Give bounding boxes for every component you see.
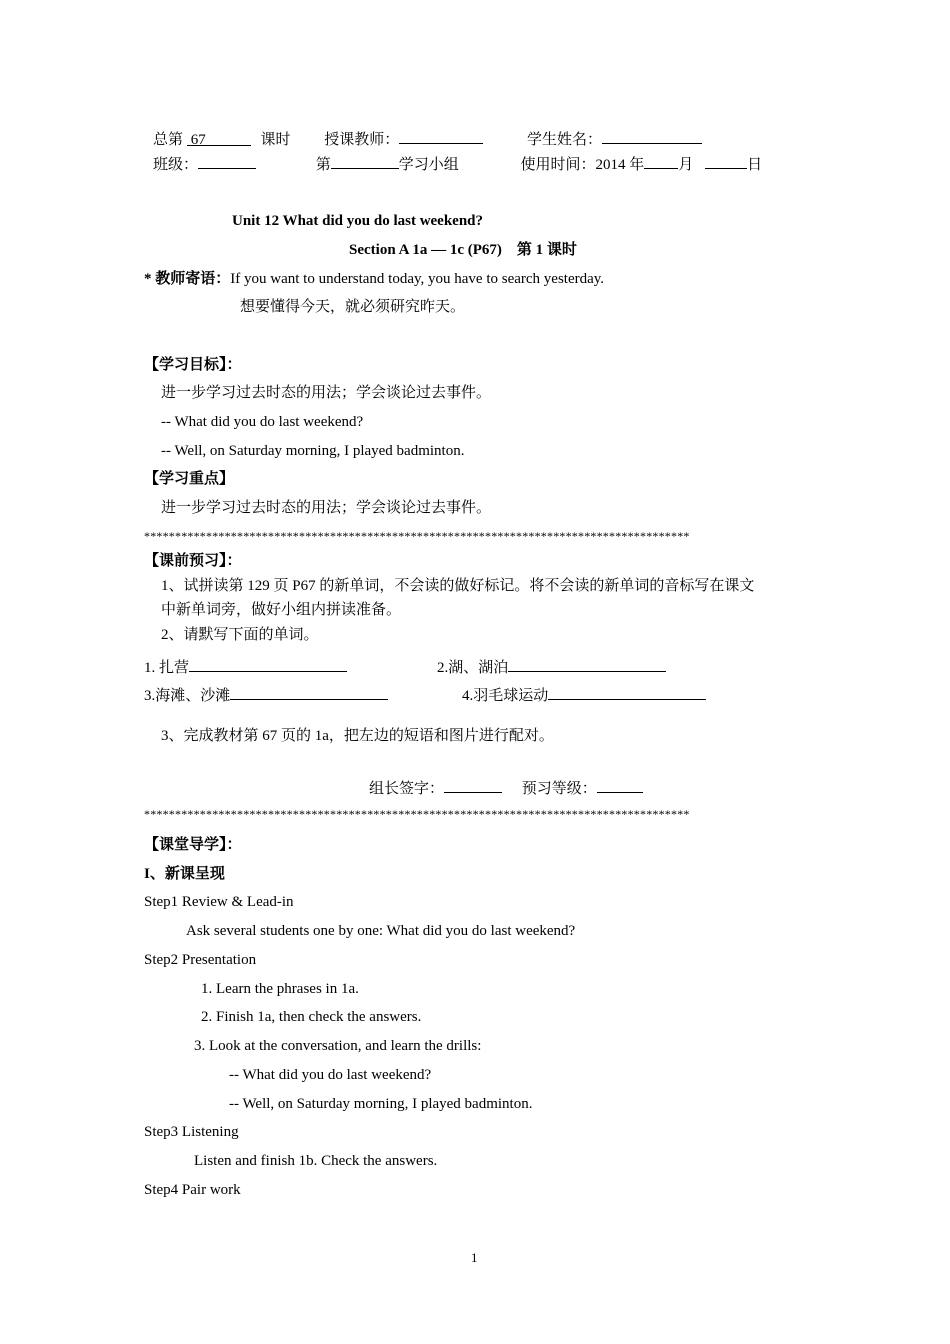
goal-line: 进一步学习过去时态的用法；学会谈论过去事件。 xyxy=(161,385,492,401)
page-number: 1 xyxy=(471,1250,478,1265)
step-4: Step4 Pair work xyxy=(144,1182,241,1198)
leader-sign-blank[interactable] xyxy=(444,776,502,793)
preview-item-2: 2、请默写下面的单词。 xyxy=(161,627,319,643)
month-label: 月 xyxy=(678,157,694,173)
sign-row xyxy=(369,776,643,799)
student-label: 学生姓名： xyxy=(527,132,603,148)
goal-line: -- Well, on Saturday morning, I played badminton. xyxy=(161,443,465,459)
part-1-heading: I、新课呈现 xyxy=(144,866,225,882)
step-2-item: 1. Learn the phrases in 1a. xyxy=(201,981,359,997)
word-blank[interactable] xyxy=(548,683,706,700)
classroom-heading: 【课堂导学】： xyxy=(144,837,242,853)
focus-line: 进一步学习过去时态的用法；学会谈论过去事件。 xyxy=(161,500,492,516)
word-camp xyxy=(144,655,347,678)
step-1-detail: Ask several students one by one: What did you do last weekend? xyxy=(186,923,576,939)
section-title: Section A 1a — 1c (P67) 第 1 课时 xyxy=(349,242,577,258)
step-3: Step3 Listening xyxy=(144,1124,239,1140)
drill-line: -- What did you do last weekend? xyxy=(229,1067,432,1083)
step-1: Step1 Review & Lead-in xyxy=(144,894,294,910)
word-lake xyxy=(437,655,666,678)
grade-blank[interactable] xyxy=(597,776,643,793)
header-row-2 xyxy=(153,152,762,175)
header-row-1 xyxy=(153,127,702,150)
preview-item-1-cont: 中新单词旁，做好小组内拼读准备。 xyxy=(161,602,402,618)
step-2-item: 2. Finish 1a, then check the answers. xyxy=(201,1009,422,1025)
star-divider: **************************************************************************************** xyxy=(144,529,690,543)
preview-heading: 【课前预习】： xyxy=(144,553,242,569)
teacher-label: 授课教师： xyxy=(324,132,400,148)
day-label: 日 xyxy=(747,157,763,173)
focus-heading: 【学习重点】 xyxy=(144,471,235,487)
month-blank[interactable] xyxy=(644,152,678,169)
drill-line: -- Well, on Saturday morning, I played badminton. xyxy=(229,1096,533,1112)
motto-chinese: 想要懂得今天，就必须研究昨天。 xyxy=(240,299,466,315)
class-label: 班级： xyxy=(153,157,199,173)
total-prefix: 总第 xyxy=(153,132,184,148)
preview-item-3: 3、完成教材第 67 页的 1a，把左边的短语和图片进行配对。 xyxy=(161,728,554,744)
group-prefix: 第 xyxy=(315,157,331,173)
step-3-detail: Listen and finish 1b. Check the answers. xyxy=(194,1153,438,1169)
day-blank[interactable] xyxy=(705,152,747,169)
word-badminton xyxy=(462,683,706,706)
word-label: 1. 扎营 xyxy=(144,660,190,676)
word-blank[interactable] xyxy=(508,655,666,672)
teacher-blank[interactable] xyxy=(399,127,483,144)
use-time-label: 使用时间：2014 年 xyxy=(520,157,645,173)
leader-sign-label: 组长签字： xyxy=(369,781,445,797)
class-blank[interactable] xyxy=(198,152,256,169)
motto xyxy=(144,269,604,289)
word-label: 3.海滩、沙滩 xyxy=(144,688,231,704)
word-beach xyxy=(144,683,388,706)
goal-line: -- What did you do last weekend? xyxy=(161,414,364,430)
word-blank[interactable] xyxy=(189,655,347,672)
step-2: Step2 Presentation xyxy=(144,952,257,968)
word-label: 2.湖、湖泊 xyxy=(437,660,509,676)
motto-english: If you want to understand today, you have to search yesterday. xyxy=(230,271,605,287)
star-divider: **************************************************************************************** xyxy=(144,807,690,821)
step-2-item: 3. Look at the conversation, and learn the drills: xyxy=(194,1038,482,1054)
grade-label: 预习等级： xyxy=(521,781,597,797)
word-label: 4.羽毛球运动 xyxy=(462,688,549,704)
total-value[interactable]: 67 xyxy=(187,130,251,146)
word-blank[interactable] xyxy=(230,683,388,700)
motto-label: * 教师寄语： xyxy=(144,271,231,287)
group-suffix: 学习小组 xyxy=(398,157,459,173)
preview-item-1: 1、试拼读第 129 页 P67 的新单词，不会读的做好标记。将不会读的新单词的音标写在课文 xyxy=(161,578,755,594)
period-label: 课时 xyxy=(260,132,291,148)
goals-heading: 【学习目标】： xyxy=(144,357,242,373)
group-blank[interactable] xyxy=(331,152,399,169)
unit-title: Unit 12 What did you do last weekend? xyxy=(232,213,484,229)
student-blank[interactable] xyxy=(602,127,702,144)
